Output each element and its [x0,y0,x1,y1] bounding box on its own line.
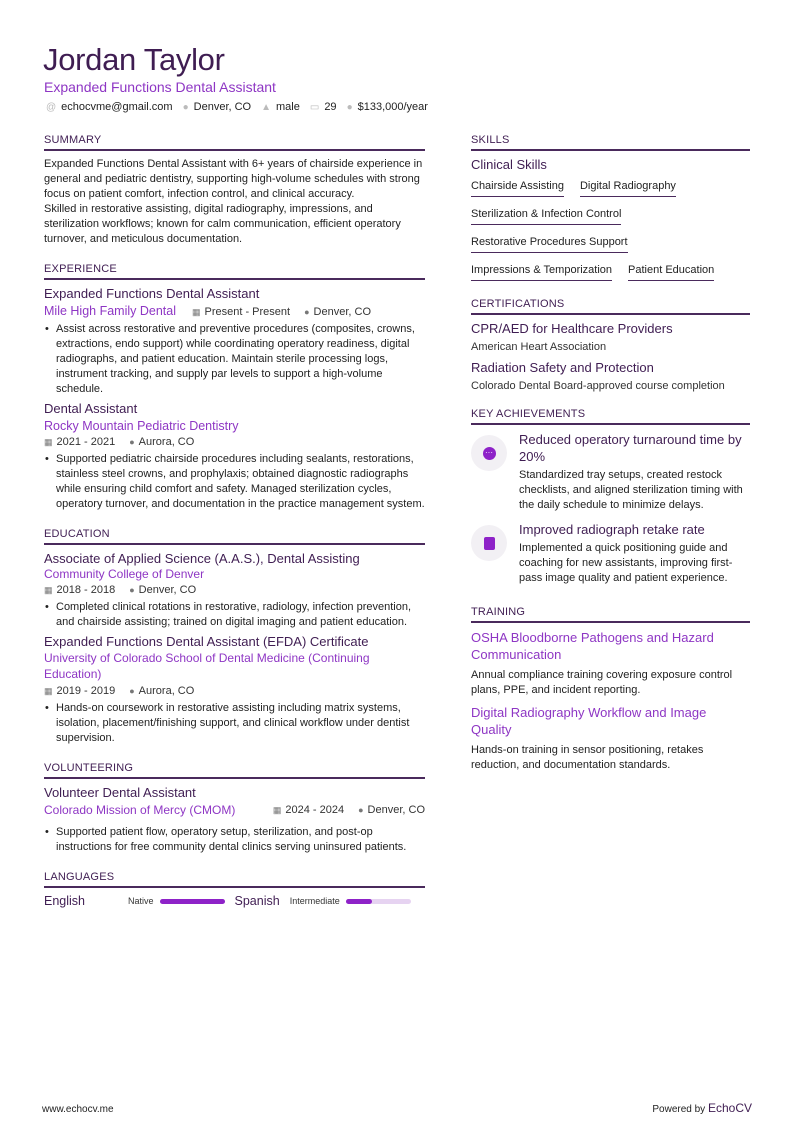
language-name: Spanish [234,894,280,908]
proficiency-fill [346,899,372,904]
calendar-icon: ▦ [44,585,53,595]
section-heading: CERTIFICATIONS [471,298,750,315]
languages-section [44,871,425,908]
gender-text: male [276,101,300,113]
degree: Expanded Functions Dental Assistant (EFDA) Certificate [44,634,369,649]
language-level: Native [128,896,154,906]
cert-issuer: Colorado Dental Board-approved course completion [471,380,725,392]
skill-tag: Patient Education [628,260,714,281]
dots-icon: ··· [483,447,496,460]
proficiency-bar [346,899,411,904]
dates: 2018 - 2018 [56,584,116,596]
language-name: English [44,894,85,908]
dates: Present - Present [204,306,291,318]
contact-location [183,101,252,113]
cert-issuer: American Heart Association [471,341,607,353]
achievements-section [471,408,750,590]
skill-tag: Restorative Procedures Support [471,232,628,253]
candidate-name: Jordan Taylor [43,42,225,77]
volunteering-section [44,762,425,855]
language-level: Intermediate [289,896,340,906]
location-pin-icon: ● [304,307,310,317]
volunteer-org: Colorado Mission of Mercy (CMOM) [44,803,236,817]
location-pin-icon: ● [129,437,135,447]
bullet: • Hands-on coursework in restorative assisting including matrix systems, isolation, placement/finishing support, and clinical workflow under dentist supervision. [44,701,425,746]
training-desc: Annual compliance training covering exposure control plans, PPE, and incident reporting. [471,669,733,696]
location: Denver, CO [138,584,197,596]
dollar-icon: ● [346,102,353,113]
employer: Mile High Family Dental [44,304,176,318]
section-heading: SKILLS [471,134,750,151]
skill-tag: Chairside Assisting [471,176,564,197]
training-section [471,606,750,773]
experience-section [44,263,425,512]
location: Aurora, CO [138,685,195,697]
section-heading: EXPERIENCE [44,263,425,280]
education-item [44,551,425,630]
achievement-item [471,431,750,517]
job-title: Expanded Functions Dental Assistant [44,286,260,301]
section-heading: VOLUNTEERING [44,762,425,779]
skill-tag: Digital Radiography [580,176,676,197]
achievement-desc: Implemented a quick positioning guide and coaching for new assistants, improving first-pass image quality and patient experience. [519,542,733,584]
experience-item [44,286,425,397]
contact-email [46,101,173,113]
at-icon: @ [46,102,57,113]
calendar-icon: ▭ [309,102,320,113]
website-link[interactable]: www.echocv.me [42,1104,114,1115]
location: Denver, CO [313,306,371,318]
location-text: Denver, CO [193,101,252,113]
dates: 2024 - 2024 [285,804,345,816]
contact-age [310,101,337,113]
degree: Associate of Applied Science (A.A.S.), Dental Assisting [44,551,360,566]
section-heading: TRAINING [471,606,750,623]
skill-group-title: Clinical Skills [471,157,547,172]
location: Denver, CO [367,804,425,816]
cert-title: CPR/AED for Healthcare Providers [471,321,673,336]
achievement-title: Reduced operatory turnaround time by 20% [519,432,742,464]
bullet: • Assist across restorative and preventive procedures (composites, crowns, extractions, endo support) while coordinating operatory readiness, digital radiographs, and patient education. Maintain sterile processing logs, instrument tracking, and supply par levels to support a high-volume schedule. [44,322,425,397]
achievement-desc: Standardized tray setups, created restock checklists, and aligned sterilization timing with the daily schedule to minimize delays. [519,469,743,511]
education-section [44,528,425,746]
email-text: echocvme@gmail.com [61,101,173,113]
powered-label: Powered by [652,1104,706,1115]
location-pin-icon: ● [182,102,189,113]
bullet: • Completed clinical rotations in restorative, radiology, infection prevention, and chairside assisting; trained on digital imaging and patient education. [44,600,425,630]
location-pin-icon: ● [129,585,135,595]
age-text: 29 [324,101,337,113]
cert-title: Radiation Safety and Protection [471,360,654,375]
dates: 2021 - 2021 [56,436,116,448]
calendar-icon: ▦ [191,307,201,317]
contact-row [46,101,428,113]
location: Aurora, CO [138,436,195,448]
section-heading: KEY ACHIEVEMENTS [471,408,750,425]
summary-paragraph: Expanded Functions Dental Assistant with 6+ years of chairside experience in general and pediatric dentistry, supporting high-volume schedules with strong focus on patient comfort, infection control, and clinical accuracy. [44,158,423,200]
training-title: OSHA Bloodborne Pathogens and Hazard Communication [471,630,714,662]
school: Community College of Denver [44,567,205,581]
school: University of Colorado School of Dental Medicine (Continuing Education) [44,651,370,681]
right-column [471,134,750,789]
proficiency-fill [160,899,225,904]
job-title: Dental Assistant [44,401,138,416]
skill-tags [471,176,750,288]
candidate-title: Expanded Functions Dental Assistant [44,79,276,95]
proficiency-bar [160,899,225,904]
achievement-item [471,521,750,590]
left-column [44,134,425,924]
salary-text: $133,000/year [357,101,428,113]
training-title: Digital Radiography Workflow and Image Quality [471,705,707,737]
employer: Rocky Mountain Pediatric Dentistry [44,419,239,433]
volunteer-role: Volunteer Dental Assistant [44,785,196,800]
dates: 2019 - 2019 [56,685,116,697]
clipboard-icon [484,537,495,550]
bullet: • Supported pediatric chairside procedures including sealants, restorations, stainless steel crowns, and prophylaxis; obtained diagnostic radiographs while ensuring child comfort and safety. Managed sterilization cycles, operatory turnover, and documentation in the practice management system. [44,452,425,512]
bullet: • Supported patient flow, operatory setup, sterilization, and post-op instructions for free community dental clinics serving uninsured patients. [44,825,425,855]
skill-tag: Impressions & Temporization [471,260,612,281]
contact-gender [261,101,300,113]
skills-section [471,134,750,288]
location-pin-icon: ● [129,686,135,696]
section-heading: SUMMARY [44,134,425,151]
location-pin-icon: ● [358,805,364,815]
brand-logo: EchoCV [707,1101,752,1115]
summary-paragraph: Skilled in restorative assisting, digital radiography, impressions, and sterilization workflows; known for calm communication, efficient operatory turnover, and meticulous documentation. [44,203,401,245]
calendar-icon: ▦ [272,805,282,815]
section-heading: LANGUAGES [44,871,425,888]
summary-section [44,134,425,247]
skill-tag: Sterilization & Infection Control [471,204,621,225]
section-heading: EDUCATION [44,528,425,545]
experience-item [44,401,425,512]
achievement-title: Improved radiograph retake rate [519,522,705,537]
calendar-icon: ▦ [44,686,53,696]
training-desc: Hands-on training in sensor positioning, retakes reduction, and documentation standards. [471,744,704,771]
calendar-icon: ▦ [44,437,53,447]
education-item [44,634,425,746]
certifications-section [471,298,750,392]
powered-by [652,1101,752,1115]
contact-salary [347,101,428,113]
person-icon: ▲ [261,102,272,113]
